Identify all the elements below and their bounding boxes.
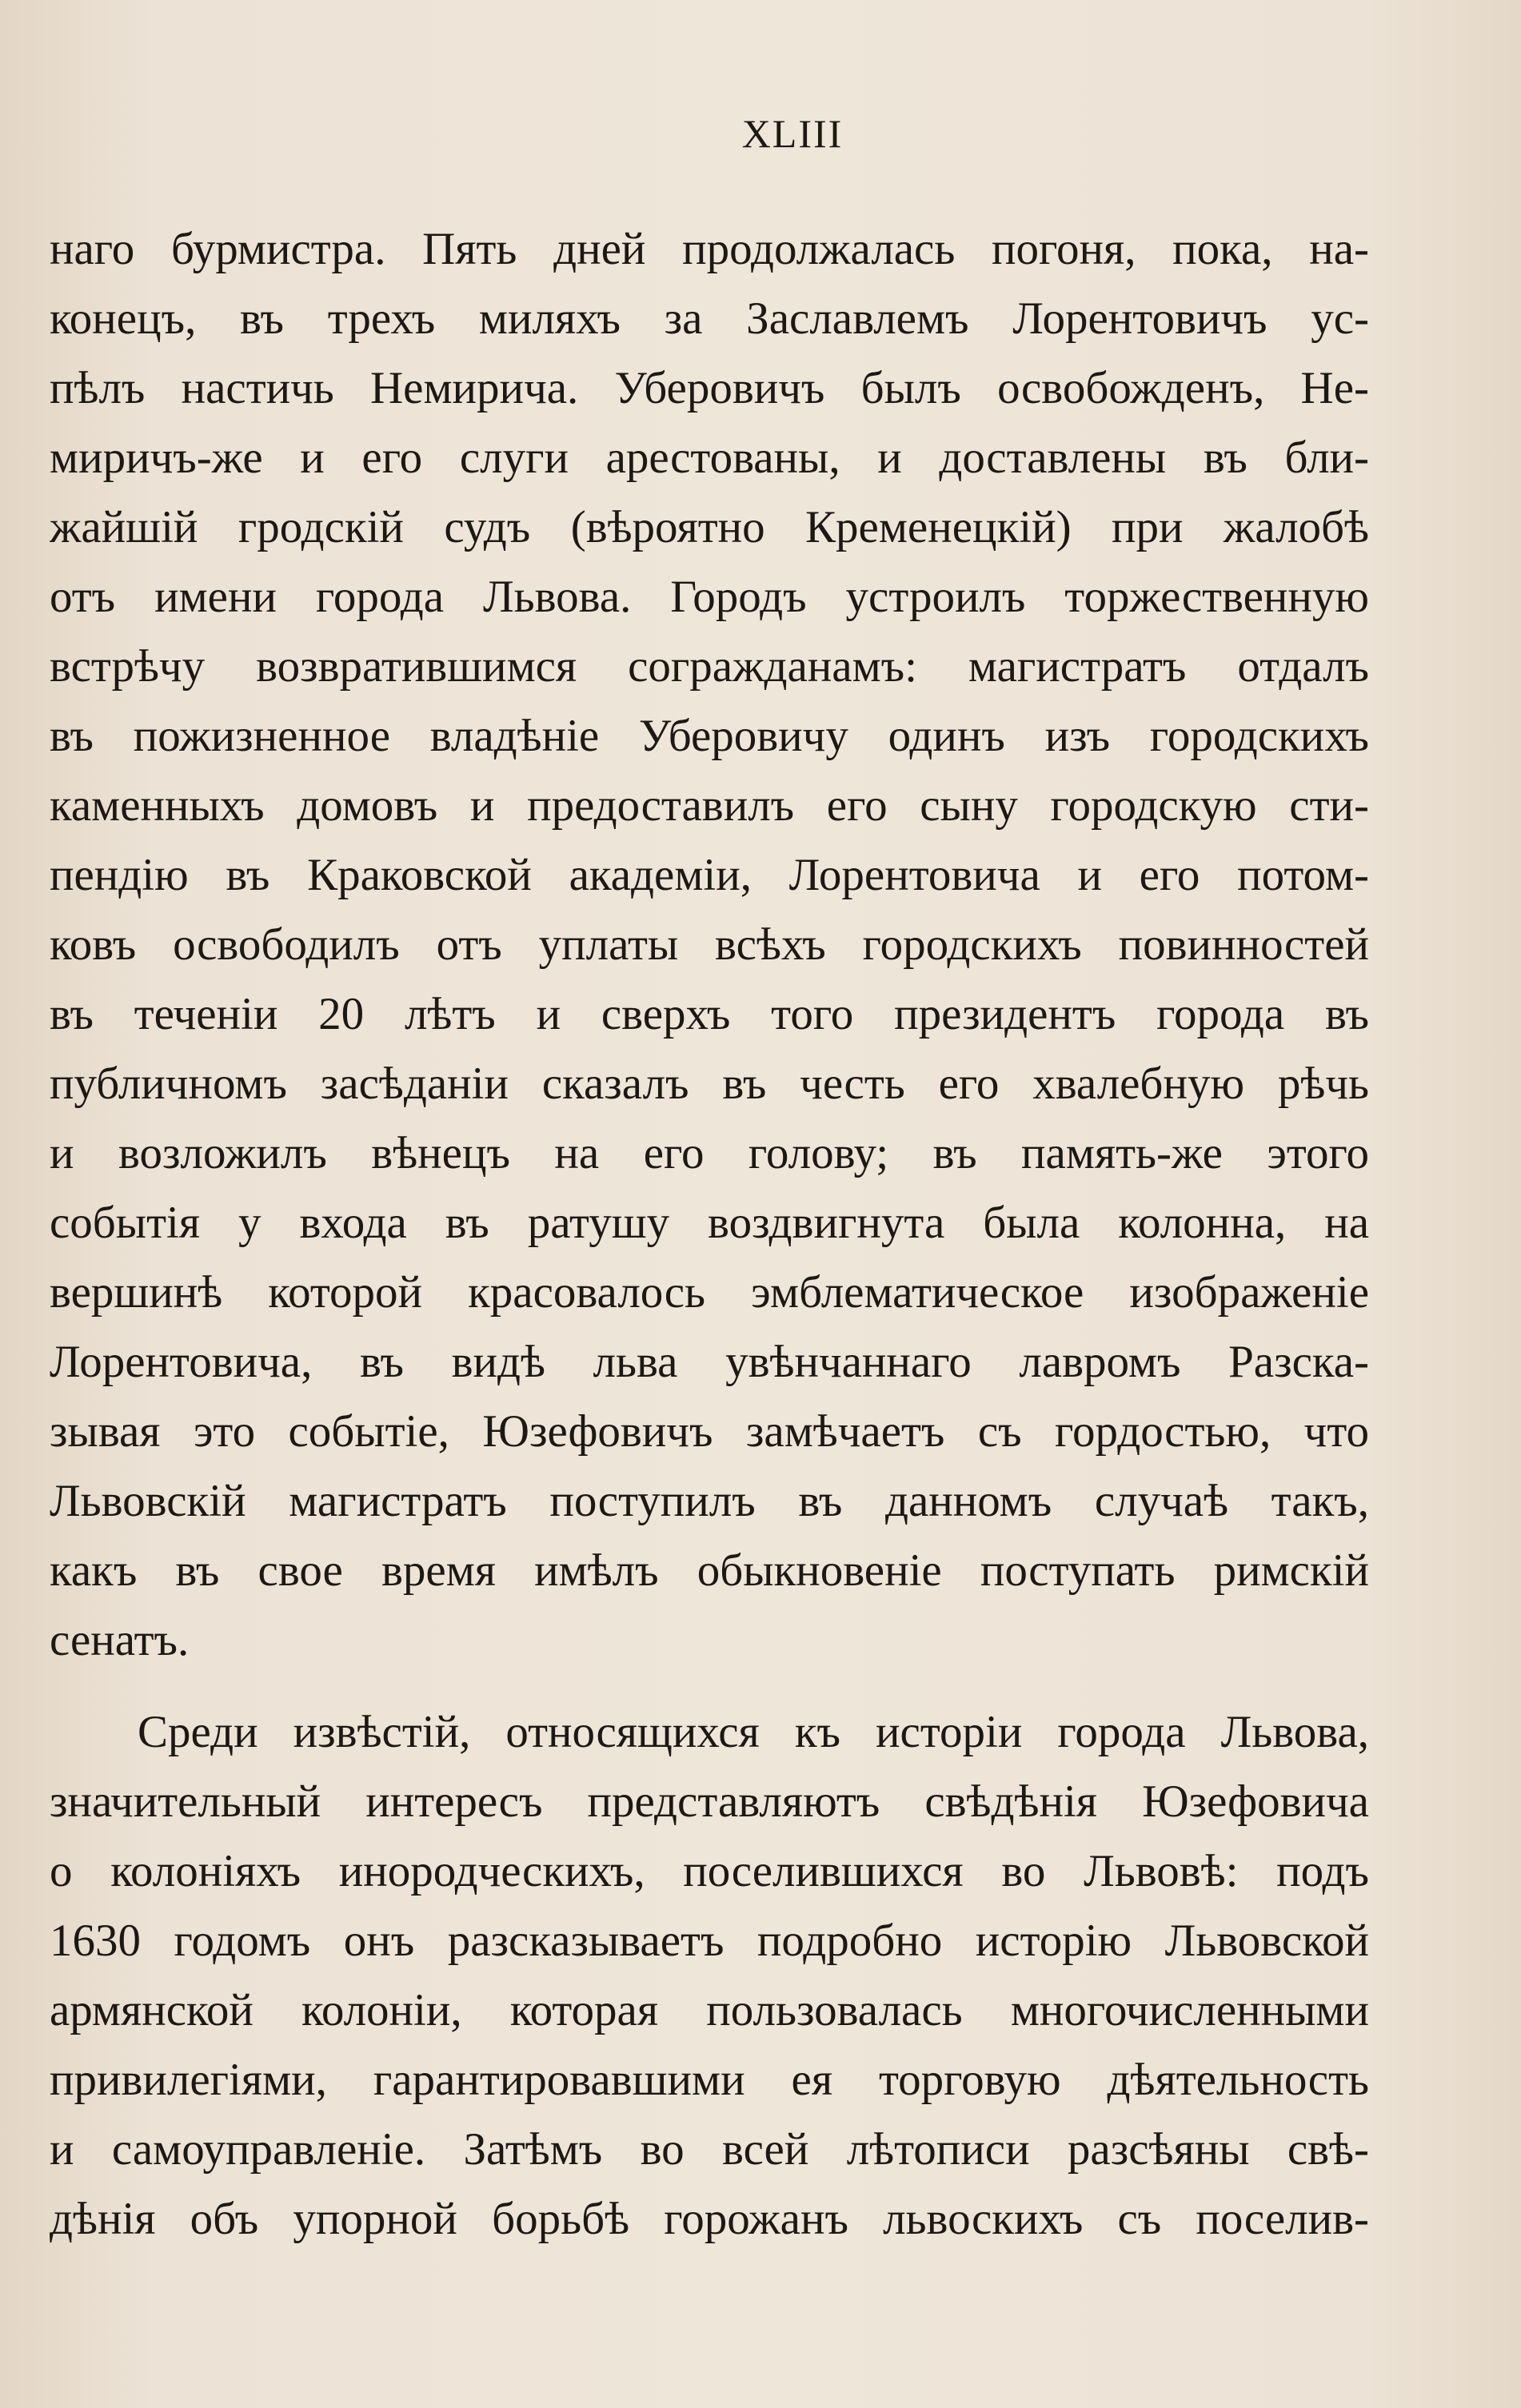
text-line: событія у входа въ ратушу воздвигнута была колонна, на bbox=[50, 1198, 1369, 1248]
text-line: и самоуправленіе. Затѣмъ во всей лѣтописи разсѣяны свѣ- bbox=[50, 2124, 1369, 2175]
text-line: встрѣчу возвратившимся согражданамъ: магистратъ отдалъ bbox=[50, 641, 1369, 692]
text-line: Лорентовича, въ видѣ льва увѣнчаннаго лавромъ Разска- bbox=[50, 1337, 1369, 1387]
text-line: публичномъ засѣданіи сказалъ въ честь его хвалебную рѣчь bbox=[50, 1058, 1369, 1109]
text-line: жайшій гродскій судъ (вѣроятно Кременецкій) при жалобѣ bbox=[50, 502, 1369, 552]
body-text bbox=[50, 214, 1369, 2254]
text-line: Львовскій магистратъ поступилъ въ данномъ случаѣ такъ, bbox=[50, 1476, 1369, 1526]
text-line: отъ имени города Львова. Городъ устроилъ торжественную bbox=[50, 572, 1369, 622]
text-line: сенатъ. bbox=[50, 1615, 190, 1665]
text-line: значительный интересъ представляютъ свѣдѣнія Юзефовича bbox=[50, 1776, 1369, 1827]
text-line: дѣнія объ упорной борьбѣ горожанъ львоскихъ съ поселив- bbox=[50, 2194, 1369, 2244]
text-line: и возложилъ вѣнецъ на его голову; въ память-же этого bbox=[50, 1128, 1369, 1178]
paragraph-gap bbox=[50, 1675, 1369, 1697]
text-line: въ теченіи 20 лѣтъ и сверхъ того президентъ города въ bbox=[50, 989, 1369, 1039]
text-line: вершинѣ которой красовалось эмблематическое изображеніе bbox=[50, 1267, 1369, 1318]
text-line: пендію въ Краковской академіи, Лорентовича и его потом- bbox=[50, 850, 1369, 900]
text-line: ковъ освободилъ отъ уплаты всѣхъ городскихъ повинностей bbox=[50, 919, 1369, 970]
text-line: пѣлъ настичь Немирича. Уберовичъ былъ освобожденъ, Не- bbox=[50, 363, 1369, 413]
text-line: миричъ-же и его слуги арестованы, и доставлены въ бли- bbox=[50, 433, 1369, 483]
text-line: о колоніяхъ инородческихъ, поселившихся во Львовѣ: подъ bbox=[50, 1846, 1369, 1896]
text-line: Среди извѣстій, относящихся къ исторіи города Львова, bbox=[138, 1707, 1369, 1757]
text-line: въ пожизненное владѣніе Уберовичу одинъ изъ городскихъ bbox=[50, 711, 1369, 761]
page-number: XLIII bbox=[741, 111, 844, 156]
text-line: каменныхъ домовъ и предоставилъ его сыну городскую сти- bbox=[50, 780, 1369, 831]
text-line: какъ въ свое время имѣлъ обыкновеніе поступать римскій bbox=[50, 1545, 1369, 1596]
text-line: конецъ, въ трехъ миляхъ за Заславлемъ Лорентовичъ ус- bbox=[50, 293, 1369, 344]
paragraph-1 bbox=[50, 214, 1369, 1675]
text-line: 1630 годомъ онъ разсказываетъ подробно исторію Львовской bbox=[50, 1916, 1369, 1966]
text-line: привилегіями, гарантировавшими ея торговую дѣятельность bbox=[50, 2055, 1369, 2105]
text-line: зывая это событіе, Юзефовичъ замѣчаетъ съ гордостью, что bbox=[50, 1406, 1369, 1457]
text-line: армянской колоніи, которая пользовалась многочисленными bbox=[50, 1985, 1369, 2035]
paragraph-2 bbox=[50, 1697, 1369, 2254]
text-line: наго бурмистра. Пять дней продолжалась погоня, пока, на- bbox=[50, 224, 1369, 274]
